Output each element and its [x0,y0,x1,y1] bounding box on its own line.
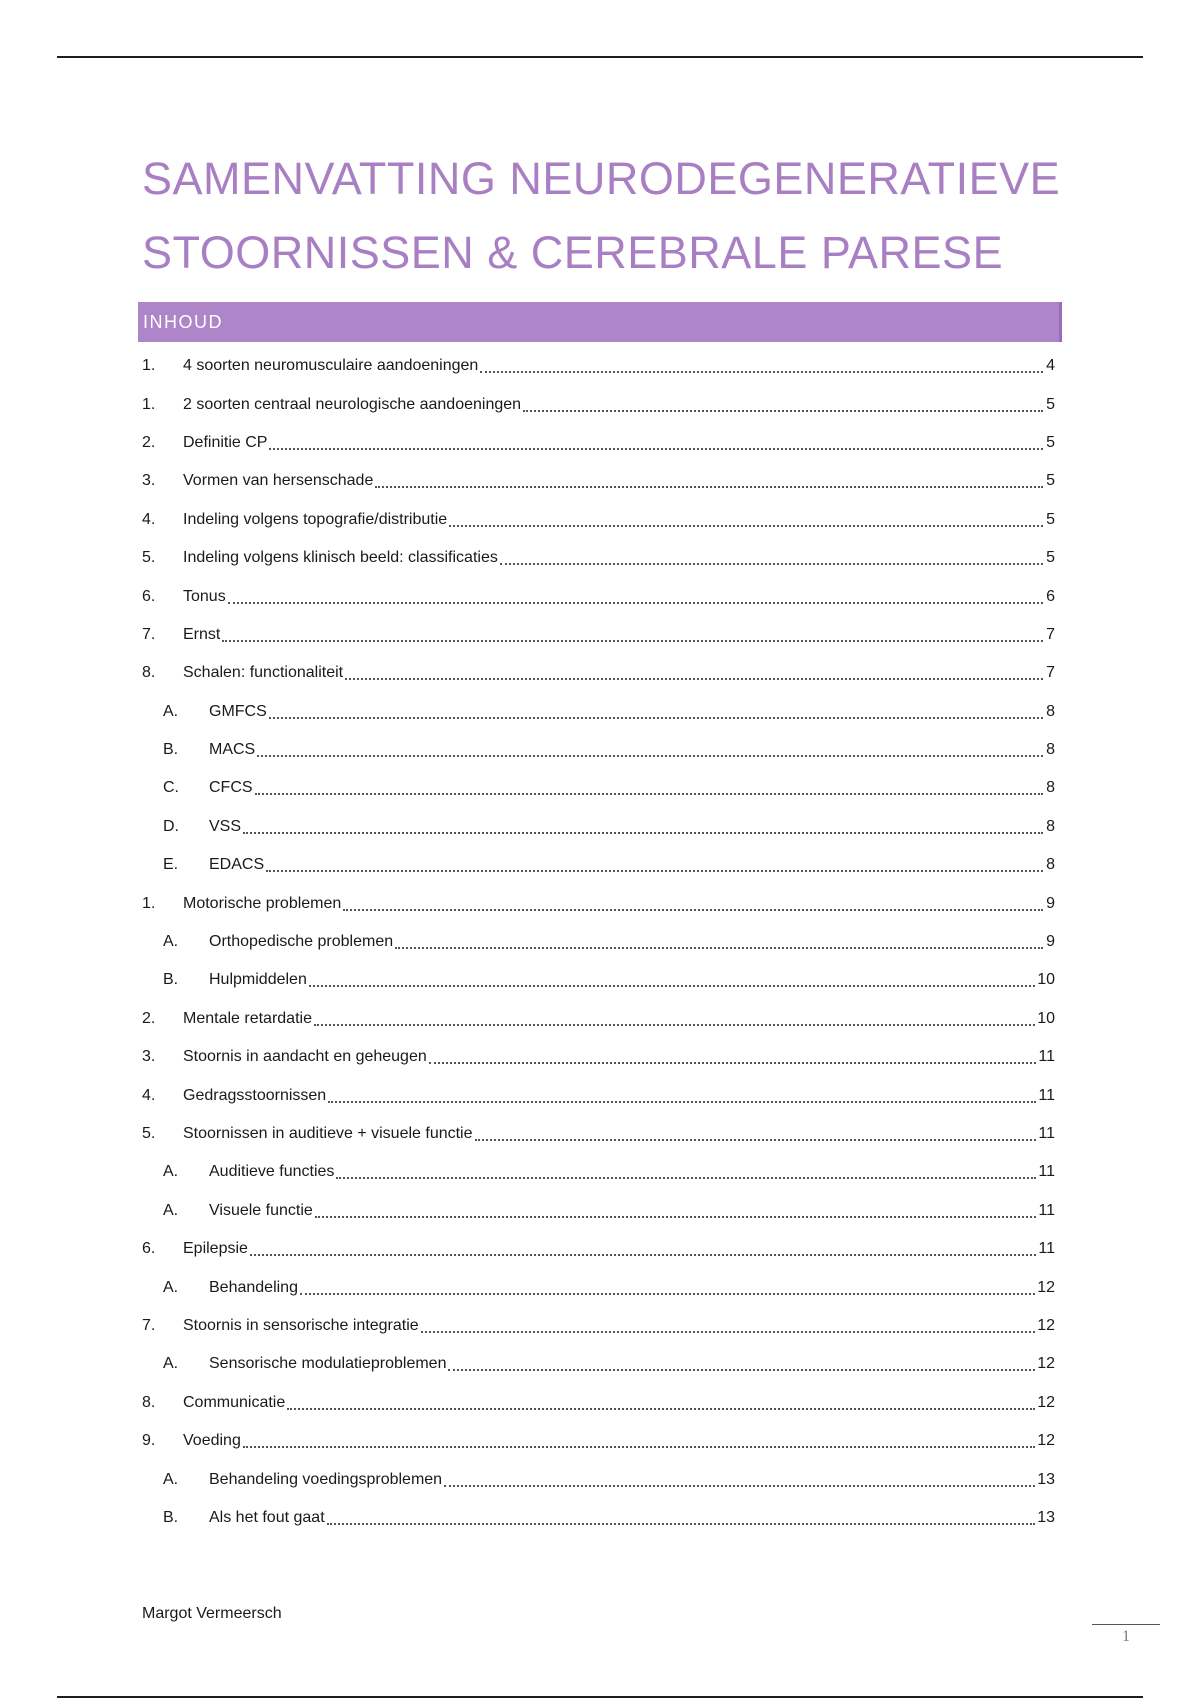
toc-entry[interactable] [142,1230,1055,1268]
toc-entry-page: 5 [1046,549,1055,567]
toc-heading-bar [138,302,1062,342]
toc-entry[interactable] [142,1345,1055,1383]
toc-entry[interactable] [142,1115,1055,1153]
toc-entry-title: 4 soorten neuromusculaire aandoeningen [183,357,479,375]
toc-entry-page: 13 [1037,1508,1055,1526]
toc-entry-number: 3. [142,1048,156,1066]
toc-entry-title: CFCS [209,779,253,797]
toc-entry-page: 8 [1046,702,1055,720]
toc-entry-number: 4. [142,1086,156,1104]
toc-entry-page: 11 [1038,1240,1055,1258]
toc-entry-number: 2. [142,433,156,451]
toc-entry-title: GMFCS [209,702,267,720]
header-rule [57,56,1143,58]
toc-entry[interactable] [142,1307,1055,1345]
toc-entry-title: Behandeling [209,1278,298,1296]
toc-dot-leader [287,1408,1035,1410]
toc-entry[interactable] [142,693,1055,731]
toc-entry-title: Voeding [183,1432,241,1450]
toc-entry-number: 5. [142,549,156,567]
toc-dot-leader [243,1446,1035,1448]
toc-entry-page: 8 [1046,779,1055,797]
page-number-rule [1092,1624,1160,1625]
toc-entry-title: Indeling volgens klinisch beeld: classificaties [183,549,498,567]
toc-entry-number: A. [163,1355,179,1373]
toc-entry[interactable] [142,385,1055,423]
toc-dot-leader [309,985,1035,987]
toc-entry-title: MACS [209,741,256,759]
toc-entry-number: B. [163,741,179,759]
toc-dot-leader [444,1485,1035,1487]
toc-entry[interactable] [142,654,1055,692]
toc-entry-number: 7. [142,625,156,643]
toc-entry-number: 2. [142,1009,156,1027]
toc-entry-number: E. [163,856,179,874]
toc-entry-title: Sensorische modulatieproblemen [209,1355,447,1373]
toc-entry-title: Indeling volgens topografie/distributie [183,510,448,528]
toc-entry[interactable] [142,577,1055,615]
toc-entry-title: Ernst [183,625,221,643]
toc-entry-title: Orthopedische problemen [209,933,394,951]
toc-entry-title: Behandeling voedingsproblemen [209,1470,443,1488]
toc-entry-title: Mentale retardatie [183,1009,312,1027]
toc-entry-title: Gedragsstoornissen [183,1086,327,1104]
toc-dot-leader [257,755,1043,757]
toc-dot-leader [345,678,1043,680]
toc-entry[interactable] [142,616,1055,654]
toc-entry-number: 5. [142,1125,156,1142]
toc-entry-title: Stoornis in aandacht en geheugen [183,1048,427,1066]
toc-entry[interactable] [142,1384,1055,1422]
toc-entry[interactable] [142,462,1055,500]
toc-entry-title: Auditieve functies [209,1163,335,1181]
toc-entry-number: C. [163,779,179,797]
toc-entry-number: 4. [142,510,156,528]
toc-entry[interactable] [142,1268,1055,1306]
toc-entry-number: A. [163,1470,179,1488]
toc-entry-number: D. [163,817,179,835]
toc-entry-page: 10 [1037,1009,1055,1027]
toc-entry-page: 11 [1038,1125,1055,1142]
toc-entry-number: A. [163,1278,179,1296]
toc-entry-page: 12 [1037,1432,1055,1450]
toc-entry-title: Stoornis in sensorische integratie [183,1316,419,1334]
toc-entry-number: 6. [142,1240,156,1258]
toc-entry[interactable] [142,884,1055,922]
toc-dot-leader [429,1062,1037,1064]
toc-entry-title: Definitie CP [183,433,268,451]
toc-entry-number: 1. [142,395,156,413]
toc-dot-leader [269,448,1043,450]
table-of-contents [142,347,1055,1537]
toc-entry-page: 12 [1037,1393,1055,1411]
toc-entry-title: Communicatie [183,1393,286,1411]
toc-dot-leader [255,793,1043,795]
toc-dot-leader [343,909,1043,911]
toc-entry[interactable] [142,1038,1055,1076]
toc-entry-number: A. [163,1163,179,1181]
toc-dot-leader [448,1369,1035,1371]
toc-entry-number: 7. [142,1316,156,1334]
toc-entry-title: Schalen: functionaliteit [183,664,344,682]
author-name: Margot Vermeersch [142,1605,282,1622]
footer-rule [57,1696,1143,1698]
toc-entry-title: Als het fout gaat [209,1508,325,1526]
toc-entry-number: A. [163,702,179,720]
toc-entry-number: 8. [142,664,156,682]
toc-entry[interactable] [142,1460,1055,1498]
toc-dot-leader [475,1139,1037,1141]
toc-dot-leader [421,1331,1036,1333]
toc-entry-title: Epilepsie [183,1240,248,1258]
toc-entry[interactable] [142,347,1055,385]
toc-entry-title: Tonus [183,587,226,605]
toc-dot-leader [375,486,1043,488]
toc-dot-leader [314,1024,1035,1026]
toc-dot-leader [243,832,1043,834]
toc-entry-title: Motorische problemen [183,894,342,912]
toc-entry[interactable] [142,539,1055,577]
toc-entry-page: 12 [1037,1355,1055,1373]
toc-dot-leader [395,947,1043,949]
toc-entry-page: 12 [1037,1316,1055,1334]
toc-entry[interactable] [142,961,1055,999]
toc-entry[interactable] [142,808,1055,846]
toc-dot-leader [269,717,1043,719]
toc-dot-leader [449,525,1043,527]
toc-dot-leader [300,1293,1035,1295]
toc-entry-title: Visuele functie [209,1201,313,1219]
toc-dot-leader [222,640,1043,642]
toc-entry-page: 5 [1046,433,1055,451]
toc-entry-page: 8 [1046,741,1055,759]
toc-entry[interactable] [142,1153,1055,1191]
toc-entry-page: 10 [1037,971,1055,989]
toc-entry[interactable] [142,731,1055,769]
toc-entry-number: 6. [142,587,156,605]
toc-entry-title: 2 soorten centraal neurologische aandoeningen [183,395,522,413]
toc-entry-title: VSS [209,817,242,835]
toc-entry-page: 8 [1046,856,1055,874]
toc-entry[interactable] [142,769,1055,807]
toc-entry[interactable] [142,846,1055,884]
toc-entry-number: B. [163,1508,179,1526]
toc-entry-page: 5 [1046,472,1055,490]
toc-entry-number: 8. [142,1393,156,1411]
toc-entry-title: Stoornissen in auditieve + visuele functie [183,1125,473,1142]
toc-entry-title: EDACS [209,856,265,874]
document-title [142,142,1082,290]
toc-entry[interactable] [142,1422,1055,1460]
page-number: 1 [1122,1628,1130,1645]
toc-entry-page: 11 [1038,1086,1055,1104]
toc-entry-title: Hulpmiddelen [209,971,307,989]
toc-dot-leader [336,1177,1036,1179]
toc-entry-number: A. [163,1201,179,1219]
toc-dot-leader [327,1523,1036,1525]
toc-entry[interactable] [142,501,1055,539]
toc-entry-page: 9 [1046,894,1055,912]
toc-dot-leader [523,410,1043,412]
toc-entry-page: 4 [1046,357,1055,375]
document-title-line-1: SAMENVATTING NEURODEGENERATIEVE [142,153,1061,204]
toc-dot-leader [228,602,1043,604]
toc-entry-number: A. [163,933,179,951]
toc-dot-leader [250,1254,1036,1256]
toc-dot-leader [500,563,1043,565]
document-title-line-2: STOORNISSEN & CEREBRALE PARESE [142,227,1004,278]
toc-entry[interactable] [142,1076,1055,1114]
toc-entry-page: 11 [1038,1163,1055,1181]
toc-entry[interactable] [142,1000,1055,1038]
toc-entry-page: 8 [1046,817,1055,835]
toc-entry-page: 5 [1046,510,1055,528]
toc-dot-leader [315,1216,1037,1218]
toc-entry-number: 3. [142,472,156,490]
toc-entry-page: 11 [1038,1201,1055,1219]
toc-entry-page: 11 [1038,1048,1055,1066]
toc-entry-number: 1. [142,357,156,375]
toc-heading: INHOUD [143,312,223,332]
toc-entry-number: 9. [142,1432,156,1450]
toc-entry-number: B. [163,971,179,989]
toc-dot-leader [328,1101,1036,1103]
toc-entry-number: 1. [142,894,156,912]
toc-entry-page: 9 [1046,933,1055,951]
toc-entry-title: Vormen van hersenschade [183,472,374,490]
toc-entry-page: 7 [1046,664,1055,682]
toc-dot-leader [480,371,1043,373]
toc-entry-page: 5 [1046,395,1055,413]
toc-entry-page: 13 [1037,1470,1055,1488]
toc-entry[interactable] [142,923,1055,961]
toc-entry-page: 6 [1046,587,1055,605]
toc-entry[interactable] [142,1192,1055,1230]
toc-entry-page: 7 [1046,625,1055,643]
toc-dot-leader [266,870,1043,872]
toc-entry-page: 12 [1037,1278,1055,1296]
toc-entry[interactable] [142,424,1055,462]
toc-entry[interactable] [142,1499,1055,1537]
